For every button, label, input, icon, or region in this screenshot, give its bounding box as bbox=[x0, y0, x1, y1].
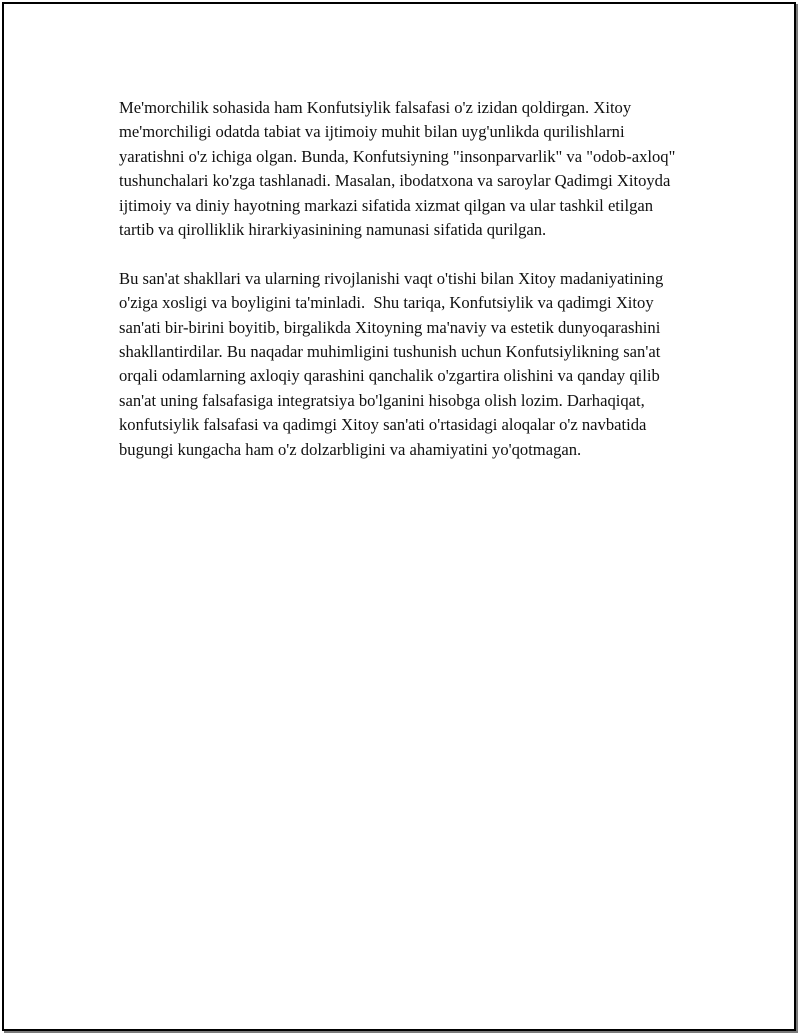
document-body bbox=[119, 96, 689, 486]
paragraph-art-forms: Bu san'at shakllari va ularning rivojlanishi vaqt o'tishi bilan Xitoy madaniyatining o'ziga xosligi va boyligini ta'minladi. Shu tariqa, Konfutsiylik va qadimgi Xitoy san'ati bir-birini boyitib, birgalikda Xitoyning ma'naviy va estetik dunyoqarashini shakllantirdilar. Bu naqadar muhimligini tushunish uchun Konfutsiylikning san'at orqali odamlarning axloqiy qarashini qanchalik o'zgartira olishini va qanday qilib san'at uning falsafasiga integratsiya bo'lganini hisobga olish lozim. Darhaqiqat, konfutsiylik falsafasi va qadimgi Xitoy san'ati o'rtasidagi aloqalar o'z navbatida bugungi kungacha ham o'z dolzarbligini va ahamiyatini yo'qotmagan. bbox=[119, 268, 668, 459]
paragraph-architecture: Me'morchilik sohasida ham Konfutsiylik falsafasi o'z izidan qoldirgan. Xitoy me'morchiligi odatda tabiat va ijtimoiy muhit bilan uyg'unlikda qurilishlarni yaratishni o'z ichiga olgan. Bunda, Konfutsiyning "insonparvarlik" va "odob-axloq" tushunchalari ko'zga tashlanadi. Masalan, ibodatxona va saroylar Qadimgi Xitoyda ijtimoiy va diniy hayotning markazi sifatida xizmat qilgan va ular tashkil etilgan tartib va qirolliklik hirarkiyasinining namunasi sifatida qurilgan. bbox=[119, 98, 680, 240]
document-page bbox=[2, 2, 796, 1031]
